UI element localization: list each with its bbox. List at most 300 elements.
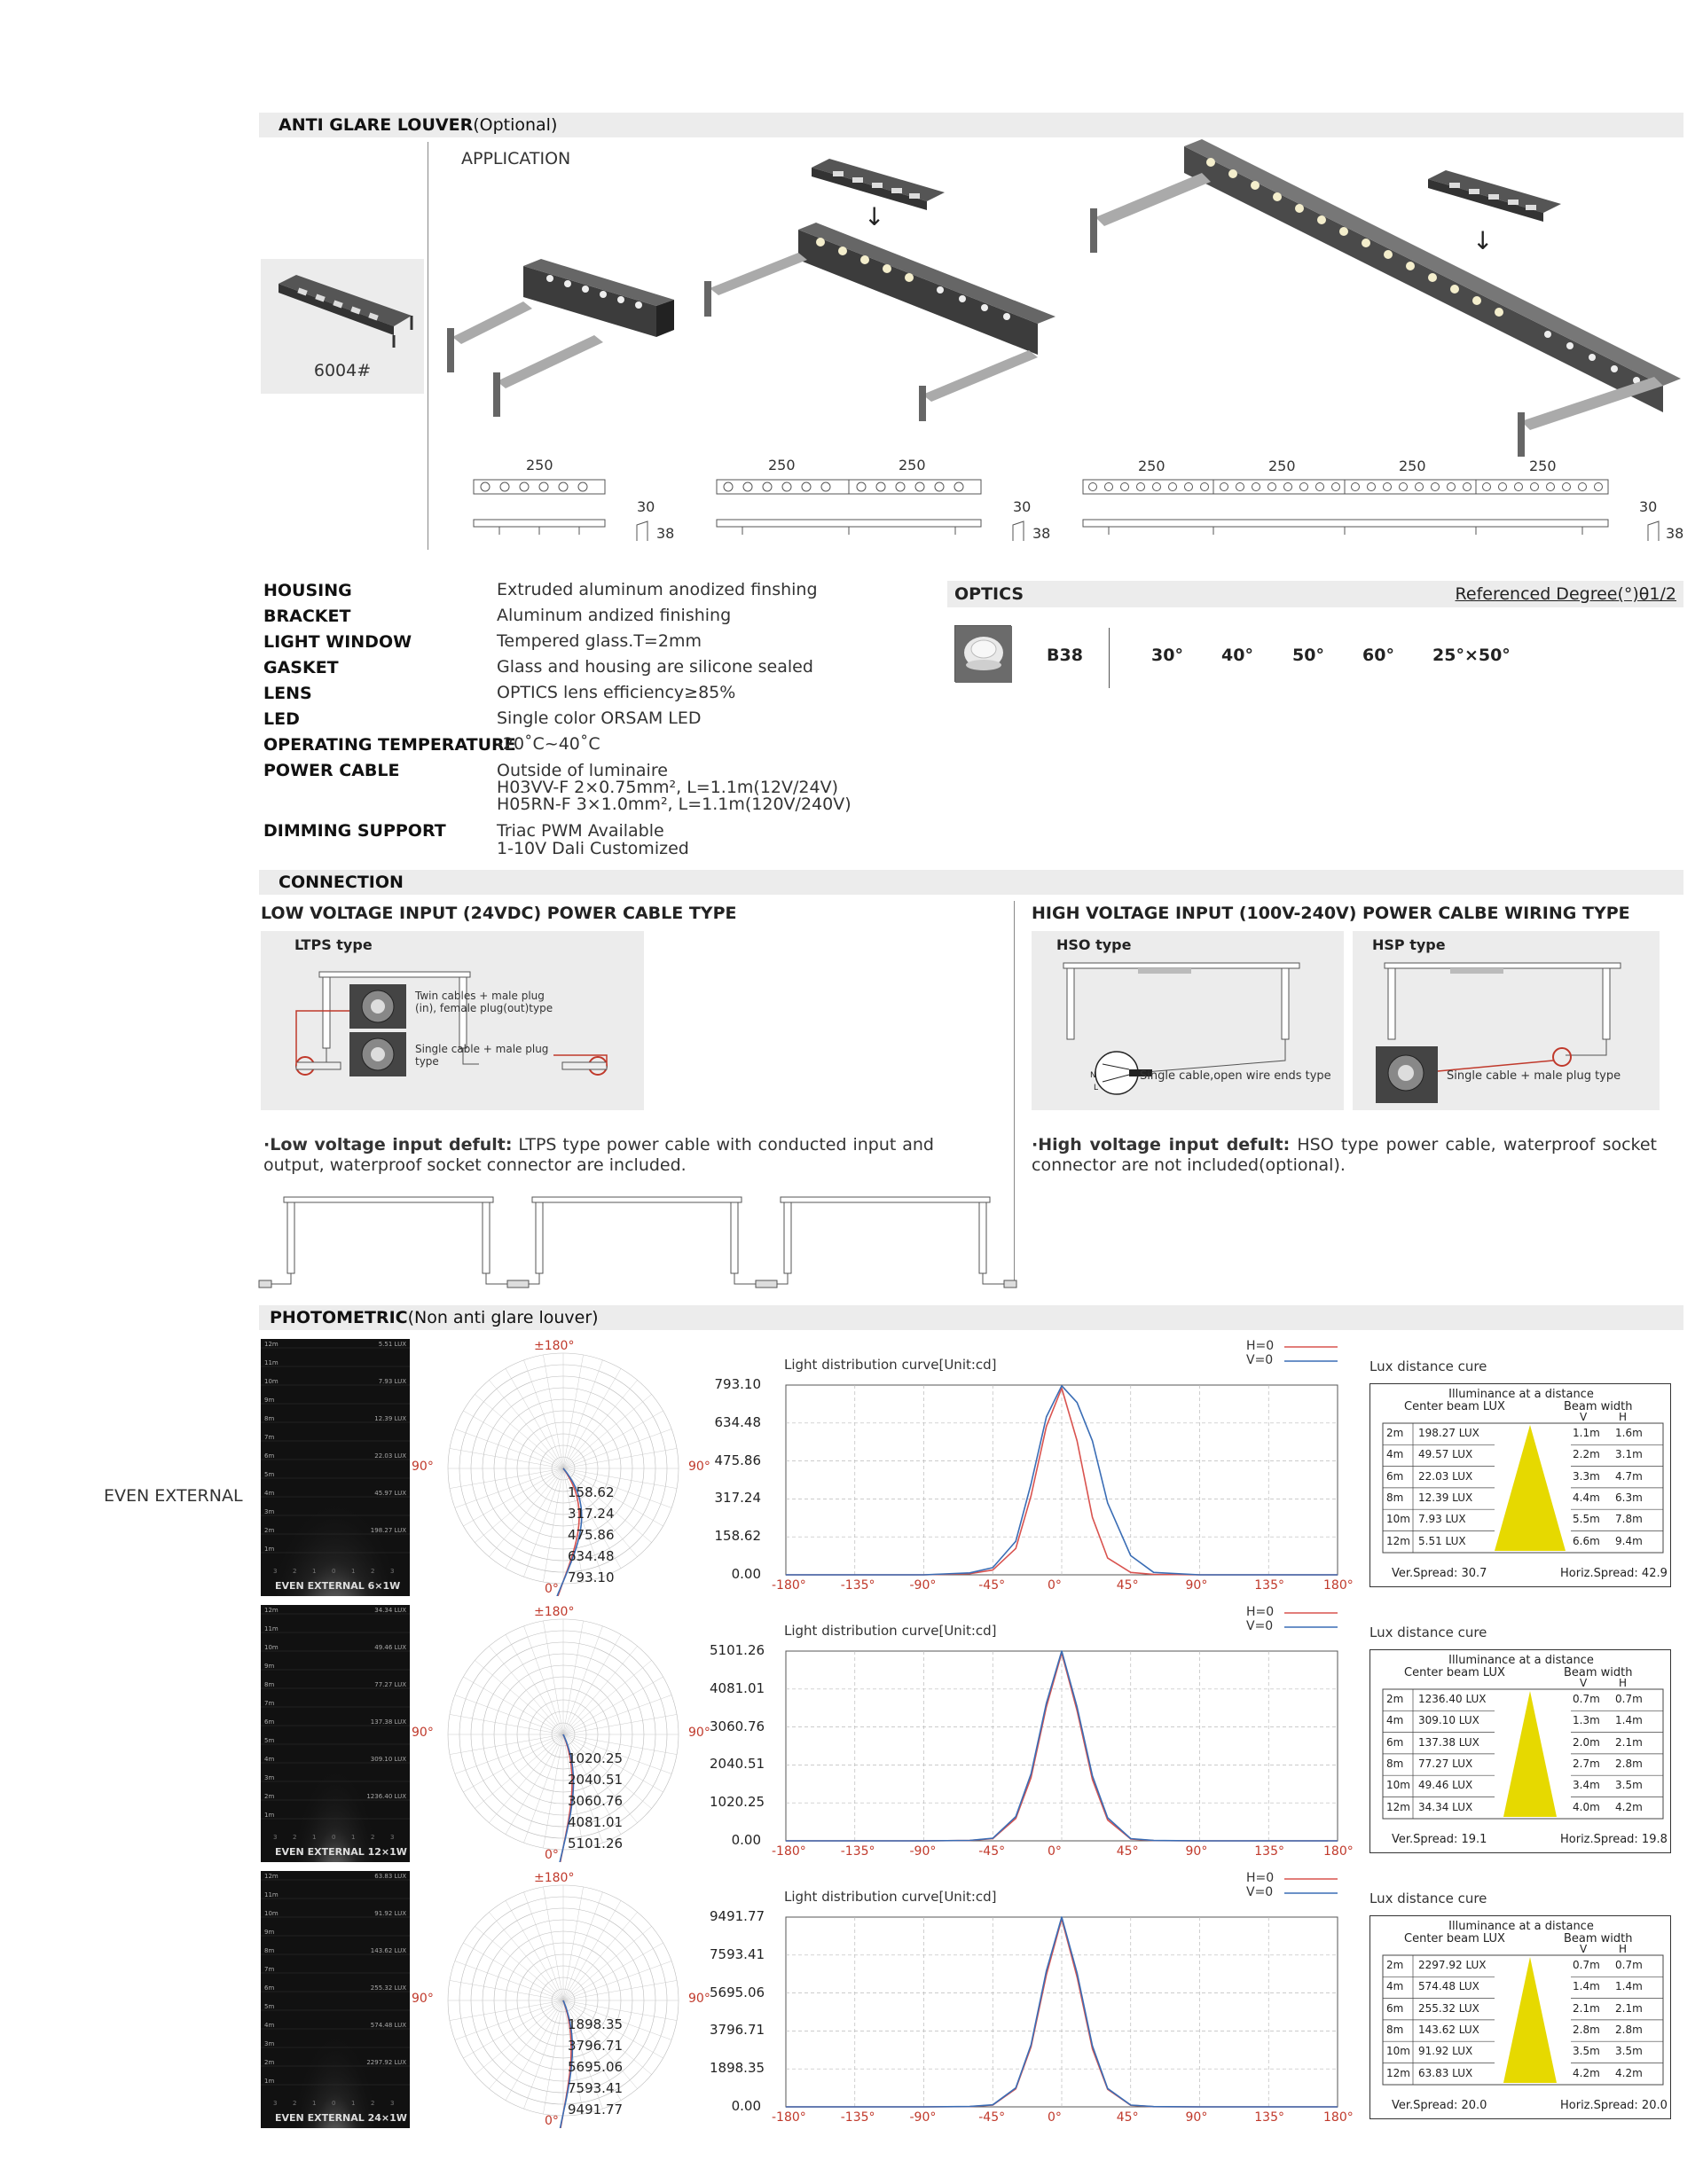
y-tick: 2040.51 (710, 1756, 765, 1773)
hsp-title: HSP type (1372, 936, 1446, 953)
beam-triangle (1495, 1425, 1566, 1551)
photo-distance: 8m (264, 1681, 275, 1688)
spec-value: Glass and housing are silicone sealed (497, 657, 813, 677)
polar-bottom-label: 0° (545, 1582, 559, 1596)
lux-col2: Beam width (1564, 1932, 1633, 1945)
lux-value: 7.93 LUX (1418, 1513, 1466, 1526)
photo-distance: 1m (264, 2078, 275, 2085)
spec-value: -20˚C~40˚C (497, 734, 600, 754)
ver-spread: Ver.Spread: 20.0 (1392, 2099, 1487, 2112)
photo-scale: 3 (273, 1568, 278, 1575)
lux-beam-h: 7.8m (1615, 1513, 1643, 1526)
lux-beam-h: 2.1m (1615, 2001, 1643, 2015)
lux-table (1369, 1649, 1671, 1853)
y-tick: 3060.76 (710, 1718, 765, 1734)
lux-h-head: H (1619, 1677, 1628, 1689)
angle-50: 50° (1292, 646, 1324, 665)
x-tick: 0° (1048, 2110, 1062, 2125)
lux-beam-h: 4.7m (1615, 1469, 1643, 1483)
dim-strip-side (473, 519, 606, 536)
part-number: 6004# (313, 361, 372, 380)
polar-tick: 3060.76 (568, 1793, 624, 1809)
x-tick: 0° (1048, 1578, 1062, 1593)
lens-name: B38 (1047, 646, 1083, 665)
dim-depth: 38 (1666, 525, 1684, 542)
photo-distance: 6m (264, 1452, 275, 1460)
photo-scale: 3 (390, 2100, 395, 2107)
dim-length: 250 (768, 457, 796, 474)
low-voltage-description: ·Low voltage input defult: LTPS type power cable with conducted input and output, waterproof socket connector are included. (263, 1135, 934, 1175)
photo-lux: 198.27 LUX (370, 1527, 406, 1534)
x-tick: -135° (840, 1844, 875, 1859)
spec-value: Tempered glass.T=2mm (497, 631, 702, 651)
lux-title: Lux distance cure (1369, 1358, 1487, 1374)
dim-length: 250 (1399, 458, 1426, 474)
lux-distance: 4m (1386, 1448, 1404, 1461)
y-tick: 158.62 (714, 1528, 761, 1545)
photo-lux: 49.46 LUX (374, 1644, 406, 1651)
optics-reference: Referenced Degree(°)θ1/2 (1455, 584, 1676, 604)
photo-lux: 2297.92 LUX (366, 2059, 406, 2066)
lux-distance: 8m (1386, 1491, 1404, 1504)
lux-v-head: V (1580, 1677, 1588, 1689)
spec-key: HOUSING (263, 581, 352, 600)
polar-tick: 5695.06 (568, 2059, 624, 2075)
hsp-diagram (1353, 931, 1660, 1110)
lux-value: 49.57 LUX (1418, 1448, 1473, 1461)
light-distribution-chart (710, 1871, 1354, 2128)
beam-photo (261, 1339, 410, 1596)
y-tick: 5695.06 (710, 1984, 765, 2000)
dim-height: 30 (1639, 498, 1658, 515)
hor-spread: Horiz.Spread: 20.0 (1560, 2099, 1668, 2112)
x-tick: -135° (840, 1578, 875, 1593)
dim-length: 250 (1268, 458, 1296, 474)
photo-lux: 22.03 LUX (374, 1452, 406, 1460)
application-illustration-3 (1087, 137, 1681, 457)
angle-60: 60° (1362, 646, 1394, 665)
photo-distance: 3m (264, 2040, 275, 2047)
lux-beam-h: 1.4m (1615, 1714, 1643, 1727)
dim-depth: 38 (1032, 525, 1051, 542)
lux-value: 34.34 LUX (1418, 1800, 1473, 1813)
photometric-header-bar (259, 1305, 1683, 1330)
legend-h: H=0 (1246, 1871, 1275, 1885)
lux-h-head: H (1619, 1943, 1628, 1955)
ltps-diagram (261, 931, 644, 1110)
photo-distance: 1m (264, 1546, 275, 1553)
photometric-title: PHOTOMETRIC(Non anti glare louver) (270, 1308, 599, 1327)
lux-beam-v: 4.0m (1573, 1800, 1600, 1813)
photo-distance: 8m (264, 1415, 275, 1422)
lux-beam-h: 0.7m (1615, 1693, 1643, 1705)
polar-tick: 1898.35 (568, 2016, 624, 2032)
lux-distance: 10m (1386, 2045, 1410, 2058)
lux-distance-panel (1369, 1871, 1675, 2128)
polar-bottom-label: 0° (545, 2114, 559, 2128)
photo-distance: 9m (264, 1397, 275, 1404)
photo-distance: 9m (264, 1663, 275, 1670)
beam-photo (261, 1871, 410, 2128)
lux-beam-v: 1.1m (1573, 1427, 1600, 1439)
polar-tick: 2040.51 (568, 1772, 624, 1788)
ltps-note-1: Twin cables + male plug (in), female plug(out)type (415, 990, 553, 1014)
lux-beam-v: 0.7m (1573, 1693, 1600, 1705)
light-distribution-chart (710, 1339, 1354, 1596)
lux-beam-h: 4.2m (1615, 1800, 1643, 1813)
lux-value: 49.46 LUX (1418, 1779, 1473, 1792)
high-voltage-description: ·High voltage input defult: HSO type power cable, waterproof socket connector are not included(optional). (1032, 1135, 1657, 1175)
lux-beam-v: 4.2m (1573, 2066, 1600, 2079)
photo-distance: 12m (264, 1341, 279, 1348)
dim-strip-top (1082, 479, 1609, 497)
spec-value: H03VV-F 2×0.75mm², L=1.1m(12V/24V) (497, 778, 839, 797)
x-tick: -135° (840, 2110, 875, 2125)
angle-40: 40° (1221, 646, 1253, 665)
spec-key: GASKET (263, 658, 339, 677)
lux-title: Lux distance cure (1369, 1890, 1487, 1906)
polar-top-label: ±180° (534, 1605, 575, 1619)
application-illustration-2 (701, 217, 1056, 421)
lux-distance: 6m (1386, 1469, 1404, 1483)
x-tick: 135° (1254, 1578, 1284, 1593)
lux-beam-v: 2.0m (1573, 1735, 1600, 1749)
y-tick: 4081.01 (710, 1679, 765, 1696)
photo-lux: 34.34 LUX (374, 1607, 406, 1614)
photo-lux: 7.93 LUX (378, 1378, 406, 1385)
lux-distance: 12m (1386, 2066, 1410, 2079)
polar-diagram (412, 1871, 710, 2128)
x-tick: 45° (1116, 1844, 1139, 1859)
photo-distance: 2m (264, 1527, 275, 1534)
lux-beam-h: 0.7m (1615, 1959, 1643, 1971)
legend-h: H=0 (1246, 1605, 1275, 1619)
dim-strip-top (716, 479, 982, 497)
photo-scale: 2 (293, 2100, 297, 2107)
beam-photo-label: EVEN EXTERNAL 6×1W (275, 1580, 401, 1592)
photo-lux: 137.38 LUX (370, 1718, 406, 1726)
photo-scale: 3 (390, 1834, 395, 1841)
photo-distance: 5m (264, 1471, 275, 1478)
optics-title: OPTICS (954, 584, 1024, 604)
dim-length: 250 (1529, 458, 1557, 474)
x-tick: 45° (1116, 2110, 1139, 2125)
spec-key: LENS (263, 684, 312, 703)
spec-key: LIGHT WINDOW (263, 632, 412, 652)
lens-image (954, 625, 1011, 682)
lux-distance: 6m (1386, 2001, 1404, 2015)
connection-title: CONNECTION (279, 873, 404, 892)
lux-value: 2297.92 LUX (1418, 1959, 1487, 1971)
dim-height: 30 (1013, 498, 1032, 515)
x-tick: 45° (1116, 1578, 1139, 1593)
lux-beam-v: 3.5m (1573, 2045, 1600, 2058)
x-tick: -90° (909, 2110, 937, 2125)
y-tick: 317.24 (714, 1490, 761, 1507)
legend-v: V=0 (1246, 1885, 1274, 1899)
ltps-note-2: Single cable + male plug type (415, 1043, 549, 1068)
y-tick: 7593.41 (710, 1945, 765, 1962)
photo-scale: 1 (312, 1834, 317, 1841)
photo-scale: 1 (312, 1568, 317, 1575)
lux-beam-h: 2.8m (1615, 1757, 1643, 1770)
x-tick: 90° (1185, 1844, 1208, 1859)
polar-tick: 1020.25 (568, 1750, 624, 1766)
lux-beam-h: 4.2m (1615, 2066, 1643, 2079)
photo-distance: 4m (264, 2022, 275, 2029)
y-tick: 793.10 (714, 1376, 761, 1392)
chart-title: Light distribution curve[Unit:cd] (784, 1623, 997, 1639)
lux-beam-v: 2.2m (1573, 1448, 1600, 1461)
photo-distance: 4m (264, 1490, 275, 1497)
photo-distance: 9m (264, 1929, 275, 1936)
photo-distance: 1m (264, 1812, 275, 1819)
chart-title: Light distribution curve[Unit:cd] (784, 1357, 997, 1373)
polar-left-label: 90° (412, 1726, 434, 1740)
optics-header (947, 581, 1683, 607)
light-distribution-chart (710, 1605, 1354, 1862)
photo-distance: 3m (264, 1774, 275, 1781)
photo-distance: 12m (264, 1873, 279, 1880)
lux-col2: Beam width (1564, 1400, 1633, 1413)
x-tick: -180° (772, 1844, 806, 1859)
lux-distance: 12m (1386, 1534, 1410, 1547)
x-tick: 90° (1185, 1578, 1208, 1593)
photo-distance: 10m (264, 1644, 279, 1651)
lux-beam-h: 3.1m (1615, 1448, 1643, 1461)
polar-tick: 5101.26 (568, 1836, 624, 1851)
x-tick: -45° (978, 2110, 1006, 2125)
x-tick: -180° (772, 2110, 806, 2125)
lux-distance: 10m (1386, 1779, 1410, 1792)
photo-lux: 63.83 LUX (374, 1873, 406, 1880)
lux-v-head: V (1580, 1411, 1588, 1423)
lux-distance: 2m (1386, 1427, 1404, 1439)
photo-distance: 4m (264, 1756, 275, 1763)
x-tick: -180° (772, 1578, 806, 1593)
louver-part-box (261, 259, 424, 394)
photo-lux: 309.10 LUX (370, 1756, 406, 1763)
lux-value: 574.48 LUX (1418, 1980, 1479, 1993)
spec-key: POWER CABLE (263, 761, 400, 780)
photo-distance: 7m (264, 1700, 275, 1707)
lux-col1: Center beam LUX (1404, 1400, 1505, 1413)
louver-floating-2 (1419, 167, 1570, 238)
lux-beam-v: 3.3m (1573, 1469, 1600, 1483)
lux-value: 77.27 LUX (1418, 1757, 1473, 1770)
x-tick: 135° (1254, 1844, 1284, 1859)
polar-left-label: 90° (412, 1992, 434, 2006)
lux-value: 91.92 LUX (1418, 2045, 1473, 2058)
photo-distance: 11m (264, 1625, 279, 1632)
dim-length: 250 (1138, 458, 1165, 474)
x-tick: -45° (978, 1844, 1006, 1859)
lux-distance: 4m (1386, 1980, 1404, 1993)
lux-value: 5.51 LUX (1418, 1534, 1466, 1547)
photo-scale: 2 (371, 1568, 375, 1575)
lux-distance: 10m (1386, 1513, 1410, 1526)
polar-tick: 9491.77 (568, 2102, 624, 2117)
y-tick: 1898.35 (710, 2060, 765, 2077)
hso-title: HSO type (1056, 936, 1132, 953)
lux-beam-h: 1.6m (1615, 1427, 1643, 1439)
photometric-side-label: EVEN EXTERNAL (104, 1486, 243, 1506)
polar-right-label: 90° (688, 1460, 710, 1474)
photo-lux: 574.48 LUX (370, 2022, 406, 2029)
dim-profile (635, 520, 653, 543)
ltps-panel (261, 931, 644, 1110)
louver-arrow-1: ↓ (864, 202, 885, 231)
lux-distance: 6m (1386, 1735, 1404, 1749)
beam-photo-label: EVEN EXTERNAL 24×1W (275, 2112, 407, 2124)
dim-depth: 38 (656, 525, 675, 542)
photo-lux: 255.32 LUX (370, 1984, 406, 1992)
photo-lux: 12.39 LUX (374, 1415, 406, 1422)
photo-scale: 3 (273, 1834, 278, 1841)
lux-title: Lux distance cure (1369, 1624, 1487, 1640)
dim-length: 250 (899, 457, 926, 474)
polar-tick: 3796.71 (568, 2038, 624, 2054)
lux-beam-h: 9.4m (1615, 1534, 1643, 1547)
photo-scale: 1 (351, 2100, 356, 2107)
lux-value: 63.83 LUX (1418, 2066, 1473, 2079)
lux-v-head: V (1580, 1943, 1588, 1955)
lux-beam-h: 1.4m (1615, 1980, 1643, 1993)
polar-right-label: 90° (688, 1992, 710, 2006)
lux-beam-v: 5.5m (1573, 1513, 1600, 1526)
legend-h: H=0 (1246, 1339, 1275, 1353)
photo-scale: 2 (293, 1834, 297, 1841)
lux-beam-v: 1.4m (1573, 1980, 1600, 1993)
wire-label-n: N (1090, 1071, 1096, 1080)
lux-col2: Beam width (1564, 1666, 1633, 1679)
dim-profile (1646, 520, 1664, 543)
x-tick: 180° (1323, 1844, 1354, 1859)
beam-photo (261, 1605, 410, 1862)
spec-key: OPERATING TEMPERATURE (263, 735, 516, 755)
y-tick: 0.00 (731, 2098, 761, 2114)
photo-distance: 7m (264, 1434, 275, 1441)
dim-height: 30 (637, 498, 655, 515)
photo-lux: 45.97 LUX (374, 1490, 406, 1497)
lux-value: 255.32 LUX (1418, 2001, 1479, 2015)
hsp-note: Single cable + male plug type (1447, 1069, 1621, 1083)
beam-triangle (1503, 1691, 1557, 1817)
photo-distance: 6m (264, 1718, 275, 1726)
polar-left-label: 90° (412, 1460, 434, 1474)
lux-beam-v: 2.8m (1573, 2023, 1600, 2036)
spec-value: Single color ORSAM LED (497, 708, 702, 728)
y-tick: 1020.25 (710, 1794, 765, 1811)
lux-table (1369, 1383, 1671, 1587)
spec-key: BRACKET (263, 607, 351, 626)
photo-distance: 2m (264, 1793, 275, 1800)
spec-key: LED (263, 709, 300, 729)
louver-floating-1 (803, 155, 954, 226)
lux-col1: Center beam LUX (1404, 1666, 1505, 1679)
y-tick: 0.00 (731, 1566, 761, 1582)
lux-beam-h: 2.1m (1615, 1735, 1643, 1749)
spec-value: Outside of luminaire (497, 761, 668, 780)
photo-distance: 7m (264, 1966, 275, 1973)
photo-lux: 1236.40 LUX (366, 1793, 406, 1800)
polar-top-label: ±180° (534, 1871, 575, 1885)
lux-beam-h: 2.8m (1615, 2023, 1643, 2036)
hso-diagram (1032, 931, 1344, 1110)
photo-scale: 0 (332, 1834, 336, 1841)
x-tick: 135° (1254, 2110, 1284, 2125)
x-tick: -45° (978, 1578, 1006, 1593)
chart-title: Light distribution curve[Unit:cd] (784, 1889, 997, 1905)
dim-strip-top (473, 479, 606, 497)
lux-beam-v: 2.7m (1573, 1757, 1600, 1770)
lux-distance: 2m (1386, 1959, 1404, 1971)
photo-scale: 3 (273, 2100, 278, 2107)
x-tick: -90° (909, 1578, 937, 1593)
dim-strip-side (716, 519, 982, 536)
spec-value: Extruded aluminum anodized finshing (497, 580, 818, 599)
photo-distance: 2m (264, 2059, 275, 2066)
y-tick: 475.86 (714, 1452, 761, 1468)
angle-25x50: 25°×50° (1432, 646, 1511, 665)
x-tick: 0° (1048, 1844, 1062, 1859)
lux-value: 137.38 LUX (1418, 1735, 1479, 1749)
lux-beam-v: 4.4m (1573, 1491, 1600, 1504)
hor-spread: Horiz.Spread: 42.9 (1560, 1567, 1668, 1580)
spec-value: OPTICS lens efficiency≥85% (497, 683, 736, 702)
x-tick: 90° (1185, 2110, 1208, 2125)
spec-value: Triac PWM Available (497, 821, 664, 841)
photo-distance: 5m (264, 1737, 275, 1744)
lux-beam-v: 1.3m (1573, 1714, 1600, 1727)
lux-beam-h: 3.5m (1615, 1779, 1643, 1792)
lux-heading: Illuminance at a distance (1448, 1388, 1594, 1401)
beam-triangle (1503, 1957, 1557, 2083)
legend-v: V=0 (1246, 1353, 1274, 1367)
photo-distance: 8m (264, 1947, 275, 1954)
photo-scale: 2 (371, 1834, 375, 1841)
photo-distance: 10m (264, 1378, 279, 1385)
lux-col1: Center beam LUX (1404, 1932, 1505, 1945)
polar-tick: 158.62 (568, 1484, 615, 1500)
spec-value: 1-10V Dali Customized (497, 839, 689, 858)
louver-arrow-2: ↓ (1472, 226, 1494, 255)
connection-header-bar (259, 870, 1683, 895)
photo-distance: 6m (264, 1984, 275, 1992)
application-label: APPLICATION (461, 149, 571, 168)
lux-distance-panel (1369, 1605, 1675, 1862)
high-voltage-heading: HIGH VOLTAGE INPUT (100V-240V) POWER CALBE WIRING TYPE (1032, 904, 1630, 923)
lux-heading: Illuminance at a distance (1448, 1920, 1594, 1933)
spec-key: DIMMING SUPPORT (263, 821, 446, 841)
lux-beam-h: 3.5m (1615, 2045, 1643, 2058)
photo-scale: 0 (332, 2100, 336, 2107)
photo-scale: 2 (371, 2100, 375, 2107)
y-tick: 9491.77 (710, 1908, 765, 1924)
dim-strip-side (1082, 519, 1609, 536)
ver-spread: Ver.Spread: 19.1 (1392, 1833, 1487, 1846)
lux-distance: 2m (1386, 1693, 1404, 1705)
polar-diagram (412, 1339, 710, 1596)
photo-scale: 1 (351, 1568, 356, 1575)
spec-value: Aluminum andized finishing (497, 606, 732, 625)
lux-heading: Illuminance at a distance (1448, 1654, 1594, 1667)
photo-lux: 143.62 LUX (370, 1947, 406, 1954)
lux-beam-v: 0.7m (1573, 1959, 1600, 1971)
ltps-title: LTPS type (294, 936, 373, 953)
polar-tick: 7593.41 (568, 2080, 624, 2096)
wire-label-l: L (1094, 1084, 1099, 1092)
